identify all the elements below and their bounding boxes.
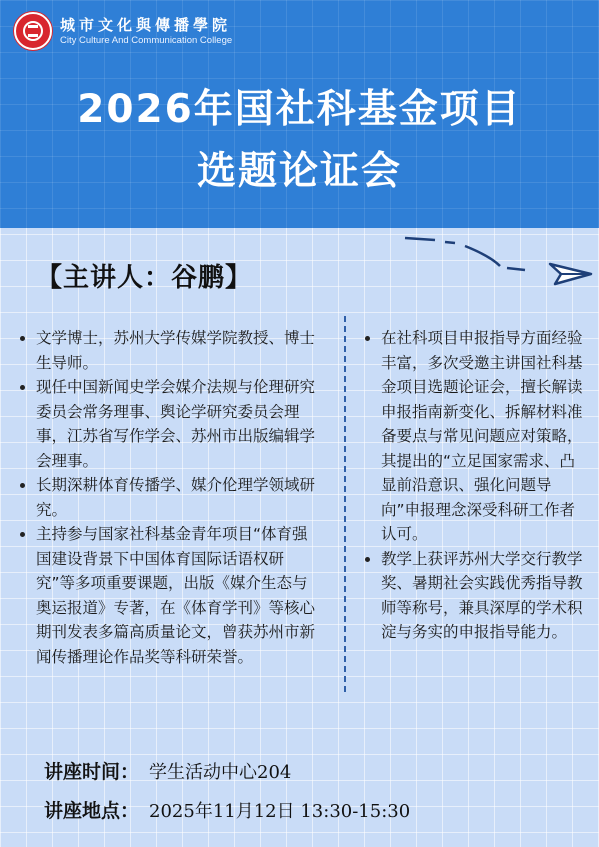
- lecture-place-row: [44, 796, 410, 823]
- college-logo-icon: [14, 12, 52, 50]
- logo-mark: [28, 25, 38, 37]
- list-item: 教学上获评苏州大学交行教学奖、暑期社会实践优秀指导教师等称号，兼具深厚的学术积淀与务实的申报指导能力。: [365, 547, 587, 645]
- list-item: 主持参与国家社科基金青年项目“体育强国建设背景下中国体育国际话语权研究”等多项重要课题，出版《媒介生态与奥运报道》专著，在《体育学刊》等核心期刊发表多篇高质量论文，曾获苏州市新闻传播理论作品奖等科研荣誉。: [20, 522, 320, 669]
- school-name-cn: 城市文化與傳播學院: [60, 16, 232, 34]
- list-item: 在社科项目申报指导方面经验丰富，多次受邀主讲国社科基金项目选题论证会，擅长解读申报指南新变化、拆解材料准备要点与常见问题应对策略，其提出的“立足国家需求、凸显前沿意识、强化问题导向”申报理念深受科研工作者认可。: [365, 326, 587, 547]
- list-item: 长期深耕体育传播学、媒介伦理学领域研究。: [20, 473, 320, 522]
- page-title-line1: 2026年国社科基金项目: [77, 87, 522, 132]
- paper-plane-icon: [395, 226, 599, 296]
- page-title-line2: 选题论证会: [196, 149, 402, 194]
- column-divider: [344, 316, 346, 692]
- lecture-place-label: 讲座地点：: [44, 800, 140, 822]
- header-banner: [0, 0, 599, 228]
- school-name-en: City Culture And Communication College: [60, 35, 233, 46]
- speaker-heading: 【主讲人：谷鹏】: [36, 263, 253, 293]
- bio-right-column: [365, 326, 587, 645]
- list-item: 文学博士，苏州大学传媒学院教授、博士生导师。: [20, 326, 320, 375]
- lecture-time-value: 学生活动中心204: [149, 762, 292, 783]
- lecture-time-label: 讲座时间：: [44, 761, 140, 783]
- lecture-place-value: 2025年11月12日 13:30-15:30: [149, 801, 411, 822]
- list-item: 现任中国新闻史学会媒介法规与伦理研究委员会常务理事、舆论学研究委员会理事，江苏省写作学会、苏州市出版编辑学会理事。: [20, 375, 320, 473]
- lecture-time-row: [44, 757, 291, 784]
- bio-left-column: [20, 326, 320, 669]
